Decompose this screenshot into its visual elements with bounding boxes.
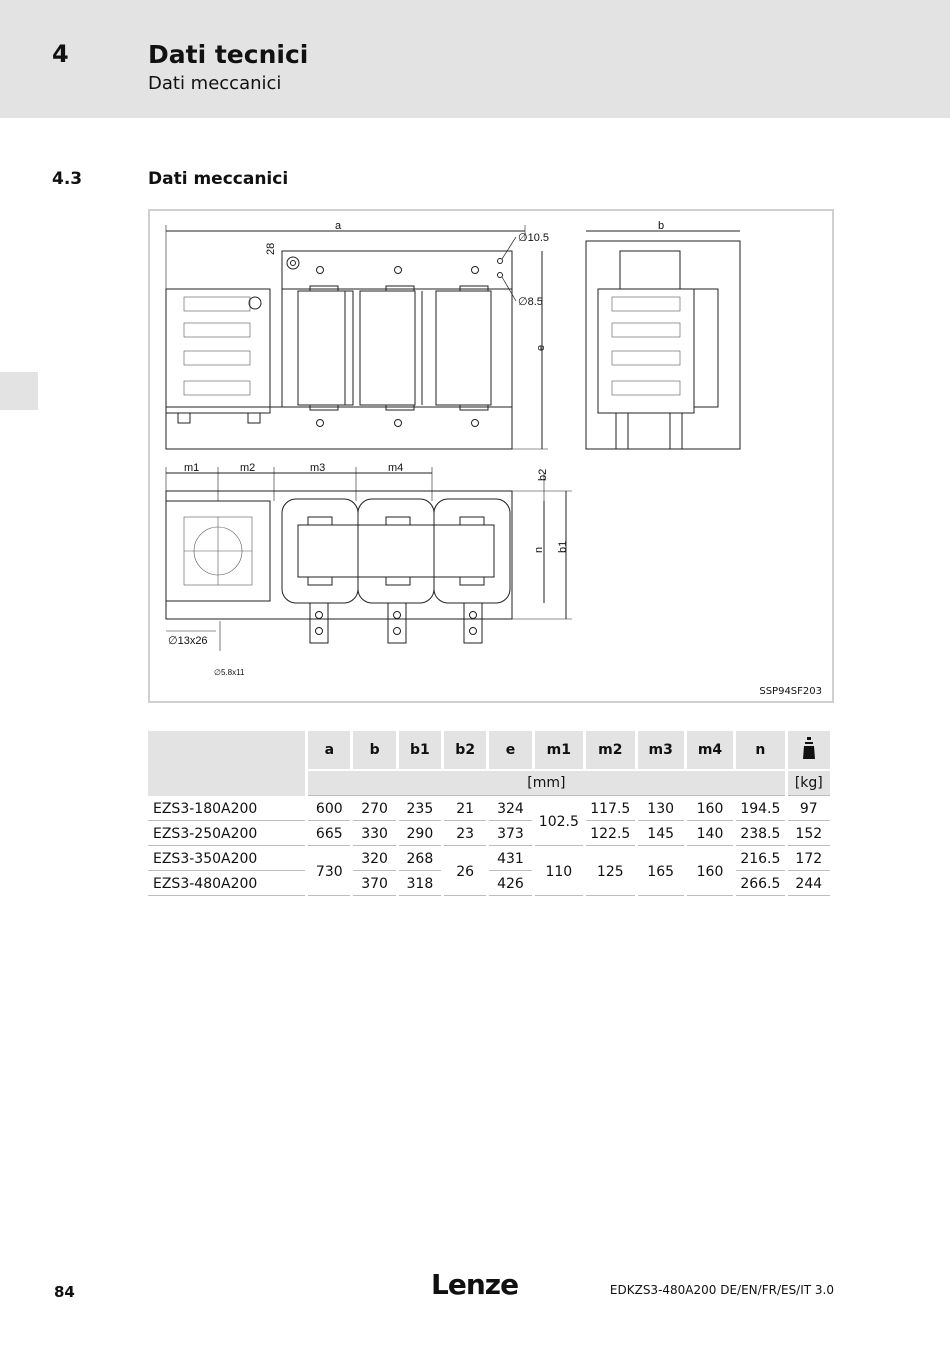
cell-b: 320 [353, 848, 395, 871]
cell-n: 216.5 [736, 848, 784, 871]
page-number: 84 [54, 1283, 75, 1301]
col-b: b [353, 731, 395, 769]
cell-kg: 97 [788, 798, 830, 821]
cell-e: 431 [489, 848, 531, 871]
section-title: Dati meccanici [148, 169, 289, 189]
col-b2: b2 [444, 731, 486, 769]
table-row [148, 798, 830, 821]
label-m3: m3 [310, 462, 326, 474]
cell-m3: 130 [638, 798, 684, 821]
side-tab-marker [0, 372, 38, 410]
label-m4: m4 [388, 462, 404, 474]
cell-b2: 23 [444, 823, 486, 846]
chapter-title: Dati tecnici [148, 40, 309, 69]
chapter-number: 4 [52, 40, 69, 68]
label-m2: m2 [240, 462, 256, 474]
cell-kg: 172 [788, 848, 830, 871]
col-a: a [308, 731, 350, 769]
model-cell: EZS3-480A200 [148, 873, 305, 896]
cell-n: 194.5 [736, 798, 784, 821]
model-cell: EZS3-180A200 [148, 798, 305, 821]
model-cell: EZS3-250A200 [148, 823, 305, 846]
unit-kg: [kg] [788, 771, 830, 796]
cell-m3-merged: 165 [638, 848, 684, 896]
document-reference: EDKZS3-480A200 DE/EN/FR/ES/IT 3.0 [609, 1283, 834, 1297]
col-m1: m1 [535, 731, 583, 769]
cell-m4-merged: 160 [687, 848, 733, 896]
label-d105: ∅10.5 [518, 232, 549, 244]
col-m2: m2 [586, 731, 634, 769]
header-band [0, 0, 950, 118]
technical-drawing [148, 209, 834, 703]
label-b: b [658, 220, 665, 232]
cell-m2: 122.5 [586, 823, 634, 846]
cell-n: 266.5 [736, 873, 784, 896]
cell-m2-merged: 125 [586, 848, 634, 896]
cell-n: 238.5 [736, 823, 784, 846]
label-m1: m1 [184, 462, 200, 474]
corner-cell [148, 731, 305, 796]
label-b2: b2 [537, 468, 549, 481]
cell-b: 330 [353, 823, 395, 846]
cell-b1: 318 [399, 873, 441, 896]
cell-e: 426 [489, 873, 531, 896]
cell-kg: 244 [788, 873, 830, 896]
lenze-logo: Lenze [431, 1268, 519, 1301]
label-hole1: ∅13x26 [168, 635, 208, 647]
label-e: e [535, 344, 547, 351]
cell-b1: 290 [399, 823, 441, 846]
weight-icon [802, 736, 816, 760]
unit-mm: [mm] [308, 771, 784, 796]
cell-m1-merged: 110 [535, 848, 583, 896]
label-b1: b1 [557, 540, 569, 553]
col-e: e [489, 731, 531, 769]
drawing-ref: SSP94SF203 [759, 686, 822, 697]
cell-m4: 140 [687, 823, 733, 846]
chapter-subtitle: Dati meccanici [148, 73, 282, 94]
cell-a-merged: 730 [308, 848, 350, 896]
col-weight [788, 731, 830, 769]
cell-e: 324 [489, 798, 531, 821]
section-number: 4.3 [52, 169, 83, 189]
table-row [148, 848, 830, 871]
col-b1: b1 [399, 731, 441, 769]
col-m4: m4 [687, 731, 733, 769]
cell-e: 373 [489, 823, 531, 846]
label-n: n [533, 546, 545, 553]
cell-b: 370 [353, 873, 395, 896]
col-m3: m3 [638, 731, 684, 769]
label-a: a [335, 220, 342, 232]
header-row [148, 731, 830, 769]
cell-m4: 160 [687, 798, 733, 821]
drawing-svg [150, 211, 836, 705]
dimensions-table [145, 729, 833, 898]
label-28: 28 [265, 242, 277, 255]
cell-m2: 117.5 [586, 798, 634, 821]
cell-b: 270 [353, 798, 395, 821]
cell-m1-merged: 102.5 [535, 798, 583, 846]
cell-b2-merged: 26 [444, 848, 486, 896]
cell-a: 665 [308, 823, 350, 846]
label-d85: ∅8.5 [518, 296, 543, 308]
label-hole2: ∅5.8x11 [214, 668, 245, 677]
cell-a: 600 [308, 798, 350, 821]
cell-b1: 268 [399, 848, 441, 871]
model-cell: EZS3-350A200 [148, 848, 305, 871]
cell-kg: 152 [788, 823, 830, 846]
cell-m3: 145 [638, 823, 684, 846]
cell-b1: 235 [399, 798, 441, 821]
col-n: n [736, 731, 784, 769]
table-row [148, 823, 830, 846]
cell-b2: 21 [444, 798, 486, 821]
